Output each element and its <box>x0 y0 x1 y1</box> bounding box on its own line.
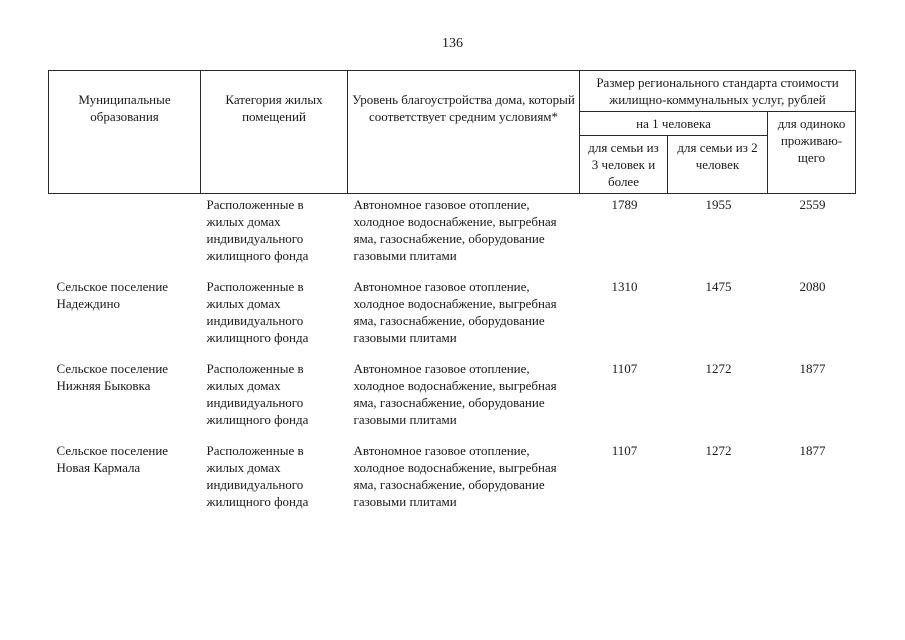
municipality-cell <box>49 194 201 277</box>
amenities-cell: Автономное газовое отопление, холодное водоснабжение, выгребная яма, газоснабжение, оборудование газовыми плитами <box>353 197 557 263</box>
header-family3: для семьи из 3 человек и более <box>580 136 668 194</box>
single-value: 2080 <box>799 279 826 294</box>
page-number: 136 <box>442 36 463 51</box>
table-row <box>49 276 856 358</box>
category-cell: Расположенные в жилых домах индивидуального жилищного фонда <box>206 443 309 509</box>
category-cell: Расположенные в жилых домах индивидуального жилищного фонда <box>206 361 309 427</box>
amenities-cell: Автономное газовое отопление, холодное водоснабжение, выгребная яма, газоснабжение, оборудование газовыми плитами <box>353 279 557 345</box>
amenities-cell: Автономное газовое отопление, холодное водоснабжение, выгребная яма, газоснабжение, оборудование газовыми плитами <box>353 443 557 509</box>
category-cell: Расположенные в жилых домах индивидуального жилищного фонда <box>206 197 309 263</box>
family2-value: 1272 <box>705 443 732 458</box>
header-per-person: на 1 человека <box>580 112 768 136</box>
table-row <box>49 440 856 522</box>
family3-value: 1107 <box>611 443 638 458</box>
table-row <box>49 194 856 277</box>
header-family2: для семьи из 2 человек <box>668 136 768 194</box>
municipality-cell: Сельское поселение Надеждино <box>56 279 169 311</box>
family3-value: 1789 <box>611 197 638 212</box>
municipality-cell: Сельское поселение Новая Кармала <box>56 443 169 475</box>
header-single: для одиноко проживаю-щего <box>768 112 856 194</box>
single-value: 1877 <box>799 443 826 458</box>
category-cell: Расположенные в жилых домах индивидуального жилищного фонда <box>206 279 309 345</box>
family2-value: 1955 <box>705 197 732 212</box>
header-municipality: Муниципальные образования <box>49 71 201 194</box>
header-amenities: Уровень благоустройства дома, который соответствует средним условиям* <box>348 71 580 194</box>
municipality-cell: Сельское поселение Нижняя Быковка <box>56 361 169 393</box>
family3-value: 1107 <box>611 361 638 376</box>
single-value: 2559 <box>799 197 826 212</box>
family2-value: 1272 <box>705 361 732 376</box>
family2-value: 1475 <box>705 279 732 294</box>
header-category: Категория жилых помещений <box>201 71 348 194</box>
family3-value: 1310 <box>611 279 638 294</box>
amenities-cell: Автономное газовое отопление, холодное водоснабжение, выгребная яма, газоснабжение, оборудование газовыми плитами <box>353 361 557 427</box>
housing-cost-standard-table <box>48 70 856 522</box>
header-standard-size: Размер регионального стандарта стоимости жилищно-коммунальных услуг, рублей <box>580 71 856 112</box>
table-header <box>49 71 856 194</box>
single-value: 1877 <box>799 361 826 376</box>
table-row <box>49 358 856 440</box>
